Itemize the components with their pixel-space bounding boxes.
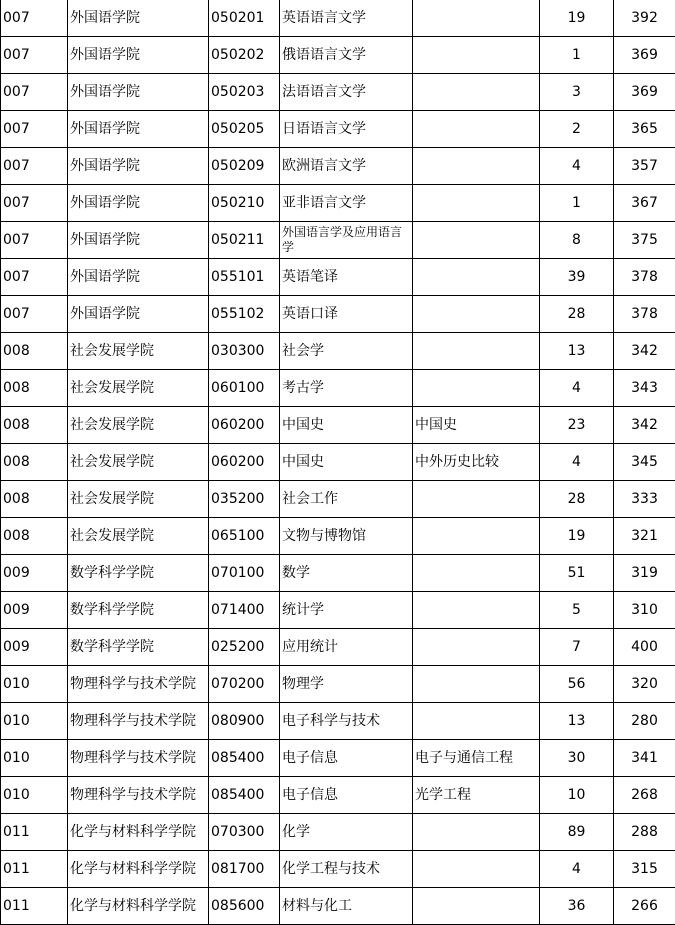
table-row: [1, 740, 675, 777]
min-score-cell: 320: [614, 666, 675, 703]
direction-cell: [413, 148, 540, 185]
college-code-cell: 010: [1, 666, 68, 703]
college-name-cell: 社会发展学院: [68, 407, 209, 444]
major-name-cell: 材料与化工: [280, 888, 413, 925]
min-score-cell: 342: [614, 333, 675, 370]
admitted-count-cell: 1: [540, 185, 614, 222]
admitted-count-cell: 4: [540, 444, 614, 481]
college-code-cell: 008: [1, 370, 68, 407]
college-name-cell: 数学科学学院: [68, 629, 209, 666]
direction-cell: [413, 222, 540, 259]
direction-cell: [413, 74, 540, 111]
major-code-cell: 055101: [209, 259, 280, 296]
major-code-cell: 050202: [209, 37, 280, 74]
table-row: [1, 888, 675, 925]
direction-cell: [413, 370, 540, 407]
direction-cell: [413, 185, 540, 222]
admitted-count-cell: 39: [540, 259, 614, 296]
admitted-count-cell: 7: [540, 629, 614, 666]
min-score-cell: 342: [614, 407, 675, 444]
major-name-cell: 电子信息: [280, 740, 413, 777]
college-code-cell: 007: [1, 259, 68, 296]
table-row: [1, 629, 675, 666]
major-name-cell: 化学: [280, 814, 413, 851]
college-code-cell: 007: [1, 111, 68, 148]
major-code-cell: 070300: [209, 814, 280, 851]
college-code-cell: 007: [1, 0, 68, 37]
direction-cell: [413, 259, 540, 296]
min-score-cell: 280: [614, 703, 675, 740]
major-name-cell: 数学: [280, 555, 413, 592]
admitted-count-cell: 1: [540, 37, 614, 74]
table-row: [1, 333, 675, 370]
college-code-cell: 007: [1, 222, 68, 259]
college-code-cell: 007: [1, 37, 68, 74]
college-code-cell: 010: [1, 777, 68, 814]
college-code-cell: 011: [1, 814, 68, 851]
min-score-cell: 369: [614, 74, 675, 111]
major-code-cell: 065100: [209, 518, 280, 555]
college-name-cell: 物理科学与技术学院: [68, 777, 209, 814]
college-code-cell: 010: [1, 703, 68, 740]
major-name-cell: 社会工作: [280, 481, 413, 518]
major-code-cell: 085400: [209, 777, 280, 814]
min-score-cell: 357: [614, 148, 675, 185]
college-name-cell: 外国语学院: [68, 74, 209, 111]
major-name-cell: 英语语言文学: [280, 0, 413, 37]
direction-cell: 光学工程: [413, 777, 540, 814]
admitted-count-cell: 19: [540, 0, 614, 37]
table-row: [1, 148, 675, 185]
college-name-cell: 外国语学院: [68, 0, 209, 37]
admitted-count-cell: 2: [540, 111, 614, 148]
table-row: [1, 777, 675, 814]
direction-cell: [413, 37, 540, 74]
admitted-count-cell: 3: [540, 74, 614, 111]
min-score-cell: 400: [614, 629, 675, 666]
admitted-count-cell: 4: [540, 370, 614, 407]
table-row: [1, 111, 675, 148]
table-body: [1, 0, 675, 925]
min-score-cell: 341: [614, 740, 675, 777]
college-code-cell: 010: [1, 740, 68, 777]
college-name-cell: 社会发展学院: [68, 333, 209, 370]
major-name-cell: 化学工程与技术: [280, 851, 413, 888]
admitted-count-cell: 23: [540, 407, 614, 444]
direction-cell: 电子与通信工程: [413, 740, 540, 777]
college-name-cell: 化学与材料科学学院: [68, 851, 209, 888]
college-name-cell: 外国语学院: [68, 148, 209, 185]
admitted-count-cell: 10: [540, 777, 614, 814]
college-name-cell: 社会发展学院: [68, 518, 209, 555]
min-score-cell: 321: [614, 518, 675, 555]
college-code-cell: 007: [1, 296, 68, 333]
major-code-cell: 070100: [209, 555, 280, 592]
direction-cell: 中国史: [413, 407, 540, 444]
college-code-cell: 011: [1, 851, 68, 888]
major-name-cell: 俄语语言文学: [280, 37, 413, 74]
table-row: [1, 74, 675, 111]
min-score-cell: 343: [614, 370, 675, 407]
major-code-cell: 060200: [209, 407, 280, 444]
min-score-cell: 378: [614, 259, 675, 296]
major-code-cell: 050210: [209, 185, 280, 222]
direction-cell: [413, 481, 540, 518]
admitted-count-cell: 5: [540, 592, 614, 629]
table-row: [1, 37, 675, 74]
table-row: [1, 370, 675, 407]
college-name-cell: 社会发展学院: [68, 370, 209, 407]
direction-cell: [413, 296, 540, 333]
college-code-cell: 009: [1, 555, 68, 592]
major-code-cell: 025200: [209, 629, 280, 666]
min-score-cell: 367: [614, 185, 675, 222]
table-row: [1, 185, 675, 222]
admitted-count-cell: 13: [540, 333, 614, 370]
college-name-cell: 数学科学学院: [68, 555, 209, 592]
direction-cell: [413, 555, 540, 592]
major-name-cell: 考古学: [280, 370, 413, 407]
college-code-cell: 009: [1, 592, 68, 629]
college-code-cell: 008: [1, 518, 68, 555]
direction-cell: [413, 0, 540, 37]
major-name-cell: 统计学: [280, 592, 413, 629]
major-code-cell: 035200: [209, 481, 280, 518]
admitted-count-cell: 36: [540, 888, 614, 925]
major-code-cell: 050209: [209, 148, 280, 185]
admitted-count-cell: 19: [540, 518, 614, 555]
admitted-count-cell: 28: [540, 296, 614, 333]
admitted-count-cell: 30: [540, 740, 614, 777]
min-score-cell: 288: [614, 814, 675, 851]
major-code-cell: 055102: [209, 296, 280, 333]
college-name-cell: 社会发展学院: [68, 444, 209, 481]
table-row: [1, 481, 675, 518]
admitted-count-cell: 4: [540, 851, 614, 888]
direction-cell: [413, 333, 540, 370]
major-code-cell: 070200: [209, 666, 280, 703]
college-code-cell: 008: [1, 333, 68, 370]
major-code-cell: 085400: [209, 740, 280, 777]
college-name-cell: 外国语学院: [68, 296, 209, 333]
college-code-cell: 007: [1, 148, 68, 185]
college-code-cell: 008: [1, 481, 68, 518]
min-score-cell: 375: [614, 222, 675, 259]
table-row: [1, 703, 675, 740]
admitted-count-cell: 8: [540, 222, 614, 259]
college-code-cell: 008: [1, 444, 68, 481]
min-score-cell: 268: [614, 777, 675, 814]
major-code-cell: 085600: [209, 888, 280, 925]
college-name-cell: 物理科学与技术学院: [68, 666, 209, 703]
min-score-cell: 266: [614, 888, 675, 925]
major-name-cell: 电子信息: [280, 777, 413, 814]
table-row: [1, 851, 675, 888]
major-name-cell: 社会学: [280, 333, 413, 370]
admitted-count-cell: 13: [540, 703, 614, 740]
admitted-count-cell: 89: [540, 814, 614, 851]
major-name-cell: 英语口译: [280, 296, 413, 333]
table-row: [1, 555, 675, 592]
table-row: [1, 814, 675, 851]
college-code-cell: 007: [1, 185, 68, 222]
college-code-cell: 007: [1, 74, 68, 111]
major-code-cell: 060200: [209, 444, 280, 481]
table-row: [1, 222, 675, 259]
college-name-cell: 外国语学院: [68, 37, 209, 74]
major-name-cell: 日语语言文学: [280, 111, 413, 148]
direction-cell: [413, 814, 540, 851]
college-name-cell: 外国语学院: [68, 111, 209, 148]
table-row: [1, 518, 675, 555]
direction-cell: [413, 111, 540, 148]
major-code-cell: 050211: [209, 222, 280, 259]
college-name-cell: 物理科学与技术学院: [68, 703, 209, 740]
min-score-cell: 319: [614, 555, 675, 592]
table-row: [1, 296, 675, 333]
direction-cell: [413, 703, 540, 740]
major-code-cell: 050203: [209, 74, 280, 111]
table-row: [1, 259, 675, 296]
direction-cell: [413, 629, 540, 666]
direction-cell: [413, 851, 540, 888]
college-name-cell: 外国语学院: [68, 185, 209, 222]
major-name-cell: 英语笔译: [280, 259, 413, 296]
major-code-cell: 060100: [209, 370, 280, 407]
college-code-cell: 011: [1, 888, 68, 925]
admitted-count-cell: 56: [540, 666, 614, 703]
direction-cell: [413, 888, 540, 925]
major-code-cell: 081700: [209, 851, 280, 888]
min-score-cell: 345: [614, 444, 675, 481]
major-name-cell: 电子科学与技术: [280, 703, 413, 740]
major-name-cell: 文物与博物馆: [280, 518, 413, 555]
table-row: [1, 592, 675, 629]
major-name-cell: 中国史: [280, 407, 413, 444]
college-name-cell: 化学与材料科学学院: [68, 888, 209, 925]
major-name-cell: 物理学: [280, 666, 413, 703]
admitted-count-cell: 51: [540, 555, 614, 592]
major-code-cell: 030300: [209, 333, 280, 370]
college-name-cell: 外国语学院: [68, 259, 209, 296]
min-score-cell: 315: [614, 851, 675, 888]
min-score-cell: 369: [614, 37, 675, 74]
major-name-cell: 法语语言文学: [280, 74, 413, 111]
table-row: [1, 444, 675, 481]
min-score-cell: 378: [614, 296, 675, 333]
direction-cell: [413, 666, 540, 703]
college-name-cell: 物理科学与技术学院: [68, 740, 209, 777]
admitted-count-cell: 28: [540, 481, 614, 518]
college-code-cell: 008: [1, 407, 68, 444]
min-score-cell: 310: [614, 592, 675, 629]
college-name-cell: 社会发展学院: [68, 481, 209, 518]
min-score-cell: 333: [614, 481, 675, 518]
major-name-cell: 欧洲语言文学: [280, 148, 413, 185]
major-name-cell: 应用统计: [280, 629, 413, 666]
college-code-cell: 009: [1, 629, 68, 666]
college-name-cell: 数学科学学院: [68, 592, 209, 629]
college-name-cell: 外国语学院: [68, 222, 209, 259]
major-code-cell: 080900: [209, 703, 280, 740]
table-row: [1, 407, 675, 444]
table-row: [1, 0, 675, 37]
direction-cell: [413, 518, 540, 555]
major-name-cell: 外国语言学及应用语言学: [280, 222, 413, 259]
table-row: [1, 666, 675, 703]
direction-cell: 中外历史比较: [413, 444, 540, 481]
major-code-cell: 050205: [209, 111, 280, 148]
major-name-cell: 中国史: [280, 444, 413, 481]
college-name-cell: 化学与材料科学学院: [68, 814, 209, 851]
major-code-cell: 071400: [209, 592, 280, 629]
major-code-cell: 050201: [209, 0, 280, 37]
direction-cell: [413, 592, 540, 629]
major-name-cell: 亚非语言文学: [280, 185, 413, 222]
min-score-cell: 365: [614, 111, 675, 148]
min-score-cell: 392: [614, 0, 675, 37]
admitted-count-cell: 4: [540, 148, 614, 185]
